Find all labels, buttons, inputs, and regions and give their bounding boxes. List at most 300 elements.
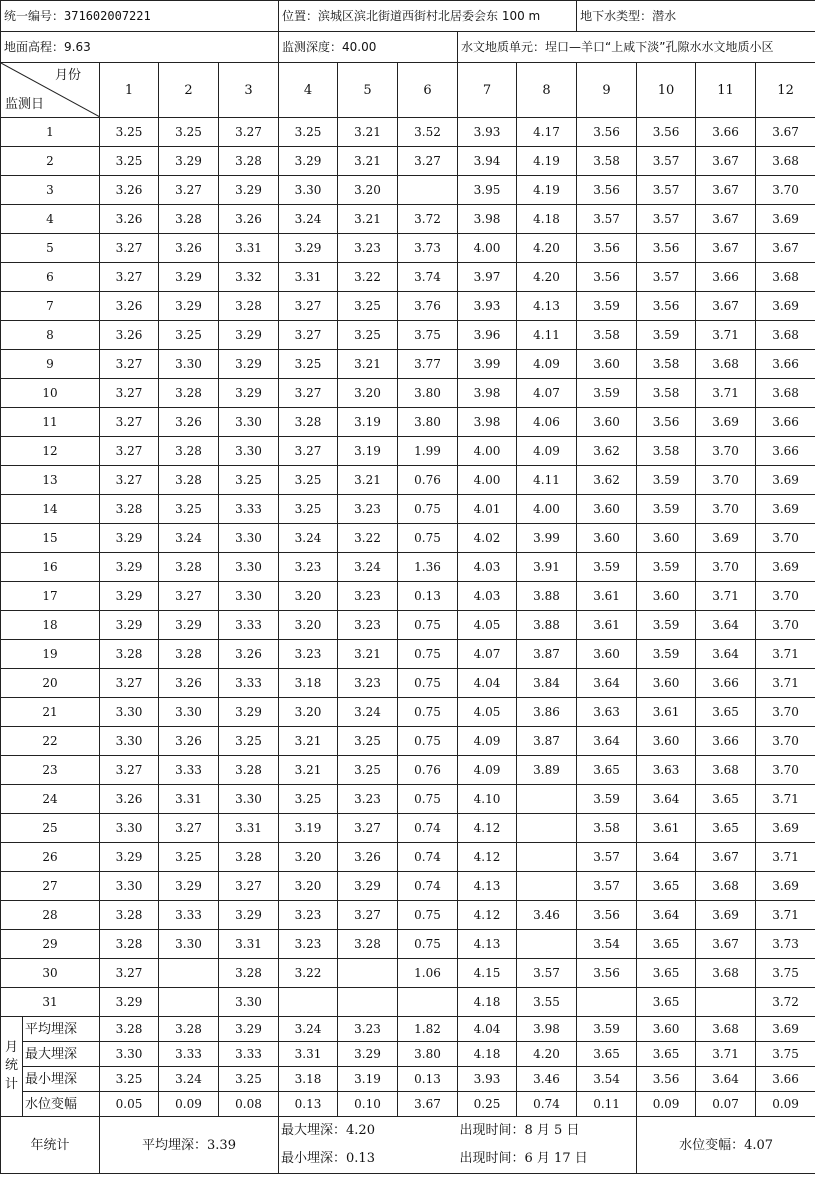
value-cell: 1.06 <box>398 959 458 988</box>
value-cell: 3.25 <box>159 495 219 524</box>
stat-value: 3.30 <box>100 1042 159 1067</box>
value-cell: 3.29 <box>219 321 279 350</box>
value-cell: 3.68 <box>696 756 756 785</box>
groundwater-type: 地下水类型：潜水 <box>577 1 815 32</box>
value-cell: 3.28 <box>219 843 279 872</box>
month-header: 6 <box>398 63 458 118</box>
stat-value: 3.24 <box>159 1067 219 1092</box>
station-location: 位置：滨城区滨北街道西街村北居委会东 100 m <box>279 1 577 32</box>
value-cell: 3.61 <box>637 698 696 727</box>
value-cell: 3.59 <box>577 785 637 814</box>
value-cell: 3.21 <box>338 640 398 669</box>
day-cell: 23 <box>1 756 100 785</box>
info-row-1 <box>1 1 815 32</box>
value-cell: 3.18 <box>279 669 338 698</box>
value-cell: 3.60 <box>577 524 637 553</box>
value-cell: 3.70 <box>696 466 756 495</box>
value-cell: 3.67 <box>696 176 756 205</box>
day-cell: 5 <box>1 234 100 263</box>
value-cell: 3.68 <box>756 263 815 292</box>
value-cell: 4.19 <box>517 147 577 176</box>
value-cell: 3.56 <box>577 959 637 988</box>
table-row <box>1 640 815 669</box>
value-cell: 3.29 <box>338 872 398 901</box>
stat-value: 3.75 <box>756 1042 815 1067</box>
value-cell: 3.69 <box>756 466 815 495</box>
value-cell: 3.68 <box>696 872 756 901</box>
value-cell: 3.26 <box>100 785 159 814</box>
stat-value: 0.05 <box>100 1092 159 1117</box>
stat-value: 0.09 <box>159 1092 219 1117</box>
value-cell: 3.28 <box>338 930 398 959</box>
table-row <box>1 350 815 379</box>
hydrogeologic-unit: 水文地质单元：埕口—羊口“上咸下淡”孔隙水水文地质小区 <box>458 32 815 63</box>
value-cell: 3.25 <box>279 466 338 495</box>
value-cell: 3.20 <box>279 582 338 611</box>
value-cell: 3.68 <box>696 350 756 379</box>
value-cell: 3.72 <box>398 205 458 234</box>
table-row <box>1 176 815 205</box>
value-cell: 3.59 <box>577 379 637 408</box>
value-cell: 3.31 <box>159 785 219 814</box>
table-row <box>1 872 815 901</box>
value-cell: 3.30 <box>159 930 219 959</box>
value-cell: 3.65 <box>696 814 756 843</box>
value-cell: 4.13 <box>517 292 577 321</box>
value-cell: 3.66 <box>696 727 756 756</box>
stat-value: 3.25 <box>219 1067 279 1092</box>
value-cell: 3.30 <box>100 872 159 901</box>
month-header: 8 <box>517 63 577 118</box>
value-cell: 3.57 <box>637 263 696 292</box>
value-cell: 3.33 <box>159 901 219 930</box>
value-cell <box>517 785 577 814</box>
value-cell: 3.69 <box>756 495 815 524</box>
value-cell: 4.20 <box>517 234 577 263</box>
stat-value: 3.80 <box>398 1042 458 1067</box>
value-cell: 3.96 <box>458 321 517 350</box>
value-cell: 3.28 <box>219 292 279 321</box>
value-cell: 3.20 <box>279 698 338 727</box>
monitoring-depth: 监测深度：40.00 <box>279 32 458 63</box>
value-cell <box>159 959 219 988</box>
value-cell: 3.28 <box>219 959 279 988</box>
value-cell: 3.24 <box>279 524 338 553</box>
value-cell: 3.60 <box>577 408 637 437</box>
value-cell: 3.25 <box>279 495 338 524</box>
stat-value: 0.08 <box>219 1092 279 1117</box>
value-cell: 3.64 <box>577 669 637 698</box>
stat-value: 0.74 <box>517 1092 577 1117</box>
day-cell: 26 <box>1 843 100 872</box>
value-cell: 3.23 <box>338 582 398 611</box>
stat-value: 0.07 <box>696 1092 756 1117</box>
stat-value: 3.31 <box>279 1042 338 1067</box>
value-cell: 3.23 <box>338 785 398 814</box>
value-cell: 3.25 <box>159 118 219 147</box>
stat-value: 3.28 <box>159 1017 219 1042</box>
value-cell: 3.71 <box>756 901 815 930</box>
value-cell <box>577 988 637 1017</box>
value-cell: 3.29 <box>159 292 219 321</box>
value-cell: 3.62 <box>577 437 637 466</box>
value-cell: 0.75 <box>398 524 458 553</box>
stat-value: 3.23 <box>338 1017 398 1042</box>
value-cell: 4.17 <box>517 118 577 147</box>
day-cell: 1 <box>1 118 100 147</box>
value-cell: 3.69 <box>756 292 815 321</box>
day-cell: 2 <box>1 147 100 176</box>
day-cell: 25 <box>1 814 100 843</box>
value-cell: 3.28 <box>159 640 219 669</box>
value-cell: 4.00 <box>458 234 517 263</box>
value-cell: 3.27 <box>338 814 398 843</box>
value-cell: 3.57 <box>577 205 637 234</box>
table-row <box>1 756 815 785</box>
stat-value: 3.28 <box>100 1017 159 1042</box>
value-cell: 3.30 <box>219 553 279 582</box>
table-row <box>1 988 815 1017</box>
value-cell: 3.23 <box>338 495 398 524</box>
table-row <box>1 901 815 930</box>
value-cell <box>517 814 577 843</box>
annual-label: 年统计 <box>1 1117 100 1174</box>
value-cell: 3.25 <box>100 118 159 147</box>
value-cell: 3.30 <box>219 988 279 1017</box>
value-cell: 3.21 <box>279 727 338 756</box>
value-cell: 3.21 <box>338 350 398 379</box>
value-cell: 3.27 <box>100 959 159 988</box>
value-cell: 3.26 <box>100 292 159 321</box>
value-cell: 3.27 <box>100 234 159 263</box>
value-cell: 3.26 <box>100 176 159 205</box>
value-cell: 3.24 <box>338 698 398 727</box>
table-row <box>1 814 815 843</box>
value-cell: 3.20 <box>338 379 398 408</box>
day-cell: 21 <box>1 698 100 727</box>
stat-value: 3.65 <box>577 1042 637 1067</box>
stat-value: 3.69 <box>756 1017 815 1042</box>
value-cell: 3.56 <box>637 234 696 263</box>
value-cell: 3.28 <box>279 408 338 437</box>
value-cell: 0.74 <box>398 872 458 901</box>
stat-row <box>1 1017 815 1042</box>
value-cell: 0.75 <box>398 495 458 524</box>
stat-value: 3.18 <box>279 1067 338 1092</box>
value-cell: 3.30 <box>159 698 219 727</box>
value-cell: 3.80 <box>398 408 458 437</box>
value-cell: 3.29 <box>100 843 159 872</box>
day-cell: 20 <box>1 669 100 698</box>
value-cell: 3.69 <box>696 408 756 437</box>
value-cell: 3.25 <box>279 350 338 379</box>
value-cell: 3.29 <box>279 147 338 176</box>
value-cell: 3.25 <box>219 727 279 756</box>
value-cell: 3.31 <box>219 814 279 843</box>
value-cell: 3.95 <box>458 176 517 205</box>
value-cell: 3.25 <box>279 118 338 147</box>
table-row <box>1 698 815 727</box>
value-cell: 3.67 <box>756 118 815 147</box>
value-cell: 3.28 <box>219 147 279 176</box>
value-cell: 3.59 <box>637 466 696 495</box>
value-cell: 4.09 <box>517 437 577 466</box>
table-row <box>1 379 815 408</box>
value-cell: 3.59 <box>577 553 637 582</box>
stat-value: 0.13 <box>279 1092 338 1117</box>
value-cell: 1.36 <box>398 553 458 582</box>
stat-value: 4.18 <box>458 1042 517 1067</box>
value-cell: 3.21 <box>338 205 398 234</box>
value-cell: 3.84 <box>517 669 577 698</box>
value-cell <box>517 930 577 959</box>
value-cell: 3.22 <box>338 263 398 292</box>
value-cell: 3.33 <box>219 669 279 698</box>
value-cell: 3.71 <box>756 843 815 872</box>
stat-value: 4.04 <box>458 1017 517 1042</box>
value-cell: 3.66 <box>756 437 815 466</box>
value-cell: 0.75 <box>398 669 458 698</box>
value-cell <box>159 988 219 1017</box>
value-cell: 3.97 <box>458 263 517 292</box>
stat-value: 0.11 <box>577 1092 637 1117</box>
value-cell: 3.64 <box>637 785 696 814</box>
annual-row <box>1 1117 815 1174</box>
stat-value: 1.82 <box>398 1017 458 1042</box>
value-cell: 3.88 <box>517 582 577 611</box>
value-cell: 3.88 <box>517 611 577 640</box>
value-cell: 3.27 <box>279 437 338 466</box>
day-cell: 24 <box>1 785 100 814</box>
value-cell: 0.74 <box>398 843 458 872</box>
value-cell: 3.27 <box>100 437 159 466</box>
month-header: 1 <box>100 63 159 118</box>
value-cell: 3.27 <box>279 292 338 321</box>
value-cell: 3.28 <box>159 205 219 234</box>
day-cell: 31 <box>1 988 100 1017</box>
value-cell: 3.27 <box>398 147 458 176</box>
value-cell: 3.57 <box>577 872 637 901</box>
value-cell: 3.24 <box>338 553 398 582</box>
value-cell: 3.27 <box>219 872 279 901</box>
value-cell: 3.98 <box>458 379 517 408</box>
value-cell: 3.29 <box>159 872 219 901</box>
value-cell: 3.59 <box>637 640 696 669</box>
value-cell: 3.71 <box>756 640 815 669</box>
day-cell: 29 <box>1 930 100 959</box>
value-cell: 3.73 <box>756 930 815 959</box>
stat-value: 3.29 <box>338 1042 398 1067</box>
stats-label-char: 月 <box>4 1040 18 1056</box>
value-cell: 3.64 <box>696 611 756 640</box>
value-cell: 3.30 <box>219 408 279 437</box>
table-row <box>1 959 815 988</box>
value-cell <box>398 176 458 205</box>
value-cell: 4.02 <box>458 524 517 553</box>
annual-min-time: 出现时间：6 月 17 日 <box>459 1151 588 1166</box>
value-cell: 4.07 <box>517 379 577 408</box>
value-cell: 3.21 <box>279 756 338 785</box>
value-cell: 3.27 <box>159 582 219 611</box>
month-header: 4 <box>279 63 338 118</box>
value-cell: 3.22 <box>279 959 338 988</box>
value-cell: 3.66 <box>696 118 756 147</box>
value-cell: 3.27 <box>159 814 219 843</box>
value-cell: 3.33 <box>159 756 219 785</box>
value-cell: 3.68 <box>756 379 815 408</box>
value-cell: 3.26 <box>219 205 279 234</box>
value-cell: 0.75 <box>398 930 458 959</box>
value-cell: 3.19 <box>279 814 338 843</box>
value-cell: 3.57 <box>577 843 637 872</box>
value-cell: 3.29 <box>100 524 159 553</box>
value-cell: 3.24 <box>279 205 338 234</box>
value-cell <box>338 988 398 1017</box>
value-cell: 4.07 <box>458 640 517 669</box>
day-cell: 17 <box>1 582 100 611</box>
value-cell: 4.13 <box>458 930 517 959</box>
value-cell: 3.29 <box>159 147 219 176</box>
day-cell: 12 <box>1 437 100 466</box>
value-cell: 3.29 <box>279 234 338 263</box>
value-cell: 3.27 <box>159 176 219 205</box>
station-id: 统一编号：371602007221 <box>1 1 279 32</box>
value-cell: 3.29 <box>219 698 279 727</box>
day-cell: 10 <box>1 379 100 408</box>
table-row <box>1 524 815 553</box>
value-cell: 3.71 <box>696 582 756 611</box>
value-cell: 3.27 <box>279 321 338 350</box>
value-cell: 3.67 <box>696 292 756 321</box>
day-cell: 22 <box>1 727 100 756</box>
value-cell: 4.18 <box>458 988 517 1017</box>
value-cell: 3.29 <box>100 988 159 1017</box>
annual-min: 最小埋深：0.13 <box>281 1151 375 1166</box>
value-cell: 3.91 <box>517 553 577 582</box>
value-cell: 3.65 <box>637 988 696 1017</box>
value-cell: 3.27 <box>100 466 159 495</box>
stat-value: 3.56 <box>637 1067 696 1092</box>
info-row-2 <box>1 32 815 63</box>
day-cell: 9 <box>1 350 100 379</box>
value-cell: 3.33 <box>219 611 279 640</box>
value-cell: 3.29 <box>100 582 159 611</box>
value-cell: 3.28 <box>100 930 159 959</box>
value-cell: 3.60 <box>577 640 637 669</box>
value-cell: 3.31 <box>219 234 279 263</box>
value-cell: 3.25 <box>279 785 338 814</box>
stat-value: 3.19 <box>338 1067 398 1092</box>
value-cell: 3.67 <box>696 930 756 959</box>
value-cell: 3.65 <box>637 959 696 988</box>
stat-value: 3.59 <box>577 1017 637 1042</box>
value-cell: 3.27 <box>219 118 279 147</box>
value-cell: 3.70 <box>756 582 815 611</box>
value-cell: 3.68 <box>756 321 815 350</box>
value-cell: 3.71 <box>756 785 815 814</box>
value-cell: 4.00 <box>458 437 517 466</box>
table-row <box>1 727 815 756</box>
value-cell: 3.46 <box>517 901 577 930</box>
month-header: 5 <box>338 63 398 118</box>
value-cell: 3.87 <box>517 727 577 756</box>
month-header: 12 <box>756 63 815 118</box>
value-cell: 3.30 <box>100 727 159 756</box>
annual-average: 平均埋深：3.39 <box>100 1117 279 1174</box>
stat-value: 0.09 <box>637 1092 696 1117</box>
annual-times <box>458 1117 637 1174</box>
value-cell: 3.98 <box>458 205 517 234</box>
value-cell: 3.23 <box>338 234 398 263</box>
table-row <box>1 669 815 698</box>
value-cell: 3.22 <box>338 524 398 553</box>
value-cell: 1.99 <box>398 437 458 466</box>
value-cell: 3.30 <box>219 524 279 553</box>
stat-value: 3.54 <box>577 1067 637 1092</box>
value-cell: 4.00 <box>458 466 517 495</box>
value-cell: 3.21 <box>338 466 398 495</box>
value-cell: 3.26 <box>159 408 219 437</box>
value-cell: 3.56 <box>637 118 696 147</box>
value-cell: 3.99 <box>458 350 517 379</box>
day-cell: 28 <box>1 901 100 930</box>
annual-extremes <box>279 1117 458 1174</box>
value-cell: 3.58 <box>577 147 637 176</box>
value-cell: 4.05 <box>458 611 517 640</box>
value-cell: 3.56 <box>577 263 637 292</box>
value-cell: 3.75 <box>398 321 458 350</box>
value-cell: 3.59 <box>637 321 696 350</box>
value-cell: 3.68 <box>696 959 756 988</box>
value-cell: 4.11 <box>517 466 577 495</box>
value-cell: 3.59 <box>637 495 696 524</box>
value-cell: 4.11 <box>517 321 577 350</box>
value-cell: 3.26 <box>159 669 219 698</box>
stat-value: 3.66 <box>756 1067 815 1092</box>
day-cell: 4 <box>1 205 100 234</box>
value-cell: 3.70 <box>756 176 815 205</box>
table-row <box>1 930 815 959</box>
value-cell: 3.28 <box>219 756 279 785</box>
annual-max: 最大埋深：4.20 <box>281 1123 375 1138</box>
monthly-stats-label <box>1 1017 23 1117</box>
value-cell <box>517 843 577 872</box>
value-cell: 0.76 <box>398 466 458 495</box>
value-cell: 3.86 <box>517 698 577 727</box>
value-cell: 3.58 <box>577 814 637 843</box>
value-cell: 3.66 <box>696 669 756 698</box>
value-cell: 3.67 <box>696 147 756 176</box>
value-cell: 0.76 <box>398 756 458 785</box>
stats-label-char: 统 <box>4 1058 18 1074</box>
value-cell: 3.69 <box>756 553 815 582</box>
day-cell: 6 <box>1 263 100 292</box>
day-cell: 8 <box>1 321 100 350</box>
table-row <box>1 495 815 524</box>
value-cell: 3.52 <box>398 118 458 147</box>
stat-value: 3.25 <box>100 1067 159 1092</box>
table-row <box>1 582 815 611</box>
value-cell: 3.30 <box>100 698 159 727</box>
stat-value: 3.67 <box>398 1092 458 1117</box>
value-cell: 3.70 <box>756 727 815 756</box>
value-cell: 3.60 <box>577 350 637 379</box>
stat-value: 3.71 <box>696 1042 756 1067</box>
value-cell: 3.25 <box>159 843 219 872</box>
day-cell: 11 <box>1 408 100 437</box>
value-cell: 3.29 <box>219 350 279 379</box>
value-cell: 3.27 <box>100 408 159 437</box>
